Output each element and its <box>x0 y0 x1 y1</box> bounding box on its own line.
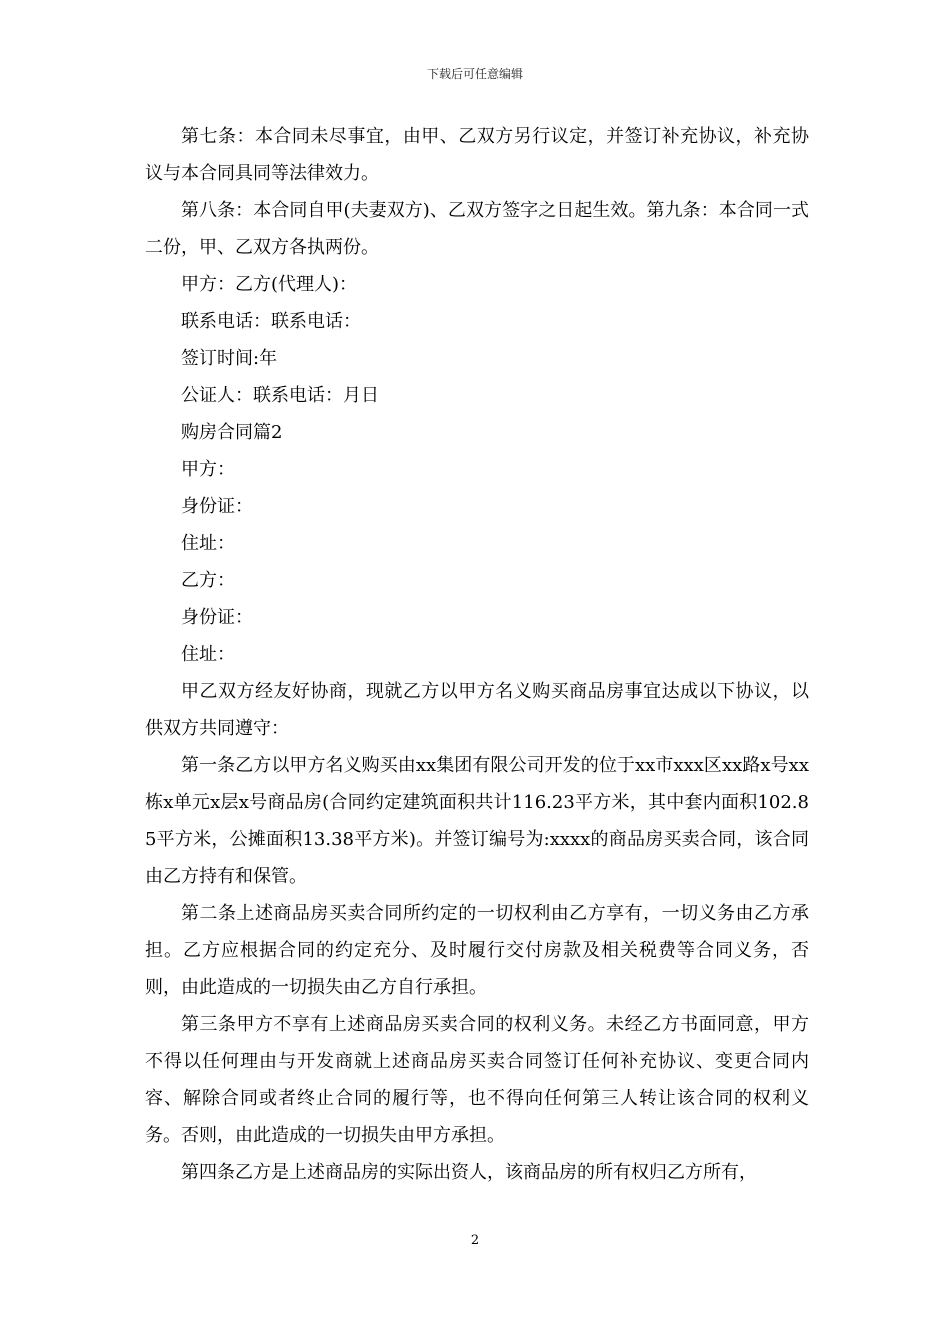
page-number: 2 <box>470 1233 480 1248</box>
paragraph-article-2: 第二条上述商品房买卖合同所约定的一切权利由乙方享有，一切义务由乙方承担。乙方应根据合同的约定充分、及时履行交付房款及相关税费等合同义务，否则，由此造成的一切损失由乙方自行承担。 <box>145 903 809 998</box>
paragraph-preamble: 甲乙双方经友好协商，现就乙方以甲方名义购买商品房事宜达成以下协议，以供双方共同遵守： <box>145 681 809 739</box>
paragraph-article-4: 第四条乙方是上述商品房的实际出资人，该商品房的所有权归乙方所有， <box>181 1162 757 1183</box>
paragraph-article-1: 第一条乙方以甲方名义购买由xx集团有限公司开发的位于xx市xxx区xx路x号xx栋x单元x层x号商品房(合同约定建筑面积共计116.23平方米，其中套内面积102.85平方米，公摊面积13.38平方米)。并签订编号为:xxxx的商品房买卖合同，该合同由乙方持有和保管。 <box>145 755 809 887</box>
party-a-id-label: 身份证： <box>181 496 253 517</box>
paragraph-article-7: 第七条：本合同未尽事宜，由甲、乙双方另行议定，并签订补充协议，补充协议与本合同具同等法律效力。 <box>145 126 809 184</box>
section-title: 购房合同篇2 <box>181 422 283 443</box>
page-header: 下载后可任意编辑 <box>426 67 523 81</box>
party-b-id-label: 身份证： <box>181 607 253 628</box>
paragraph-article-8-9: 第八条：本合同自甲(夫妻双方)、乙双方签字之日起生效。第九条：本合同一式二份，甲、乙双方各执两份。 <box>145 200 809 258</box>
party-a-label: 甲方： <box>181 459 235 480</box>
party-a-address-label: 住址： <box>181 533 235 554</box>
signature-parties-line: 甲方：乙方(代理人)： <box>181 274 358 295</box>
signature-phone-line: 联系电话：联系电话： <box>181 311 361 332</box>
paragraph-article-3: 第三条甲方不享有上述商品房买卖合同的权利义务。未经乙方书面同意，甲方不得以任何理由与开发商就上述商品房买卖合同签订任何补充协议、变更合同内容、解除合同或者终止合同的履行等，也不得向任何第三人转让该合同的权利义务。否则，由此造成的一切损失由甲方承担。 <box>145 1014 809 1146</box>
party-b-address-label: 住址： <box>181 644 235 665</box>
signature-date-line: 签订时间:年 <box>181 348 278 369</box>
party-b-label: 乙方： <box>181 570 235 591</box>
document-body <box>145 118 809 1191</box>
notary-line: 公证人：联系电话：月日 <box>181 385 379 406</box>
